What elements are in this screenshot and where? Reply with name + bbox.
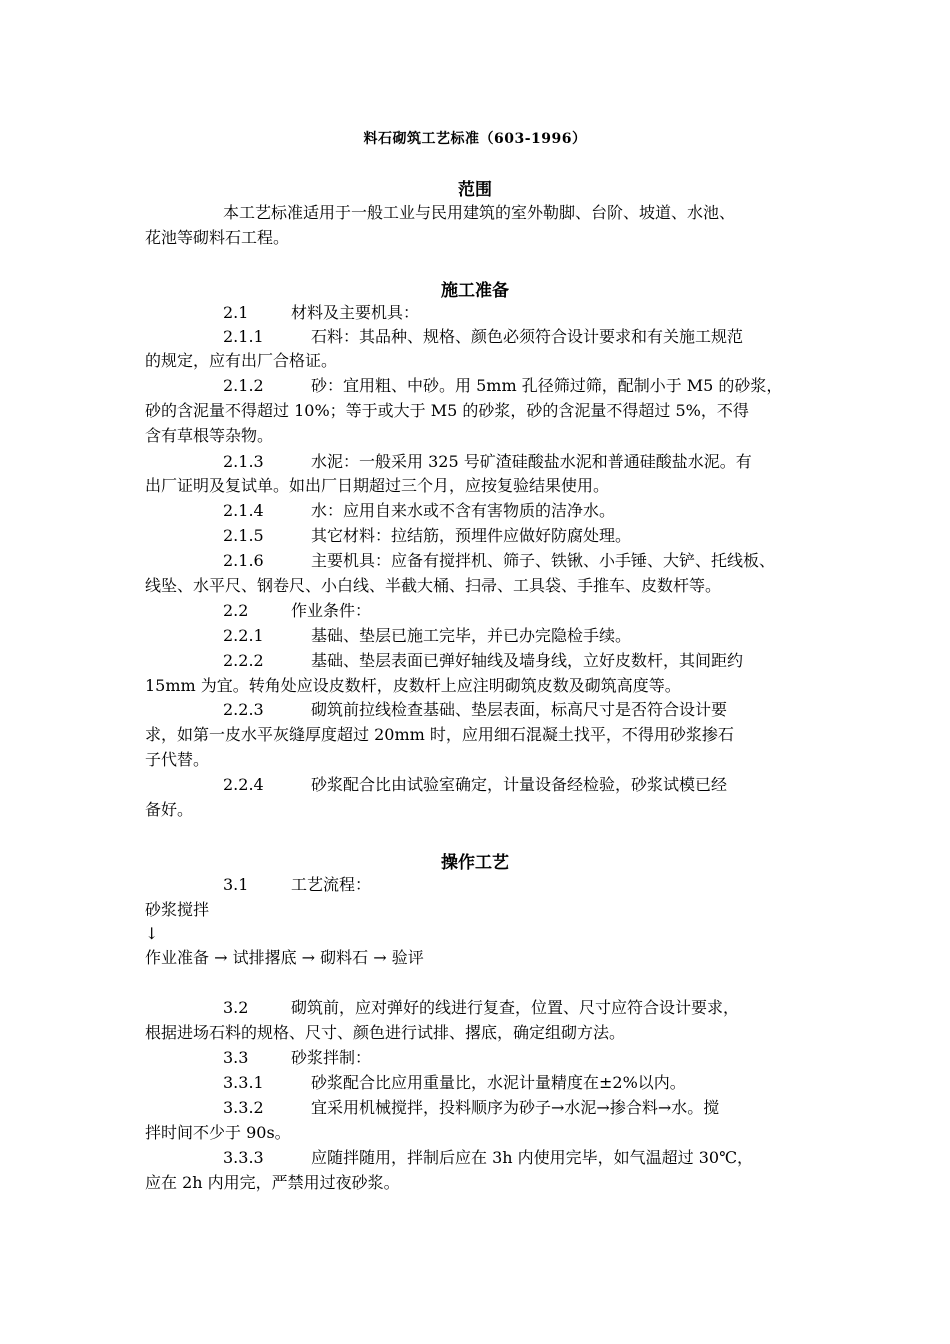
clause-2-2-4-cont: 备好。 [145, 800, 194, 819]
clause-text: 水泥：一般采用 325 号矿渣硅酸盐水泥和普通硅酸盐水泥。有 [311, 452, 752, 471]
clause-2-1-1-cont: 的规定，应有出厂合格证。 [145, 351, 338, 370]
clause-number: 3.3.2 [223, 1098, 264, 1117]
section-heading-scope: 范围 [458, 180, 492, 200]
clause-2-2-3-cont-2: 子代替。 [145, 750, 210, 769]
clause-3-2 [145, 996, 888, 1020]
clause-number: 3.3.1 [223, 1073, 264, 1092]
clause-text: 主要机具：应备有搅拌机、筛子、铁锹、小手锤、大铲、托线板、 [311, 551, 776, 570]
clause-text: 砌筑前，应对弹好的线进行复查，位置、尺寸应符合设计要求， [291, 998, 740, 1017]
clause-2-2-2-cont: 15mm 为宜。转角处应设皮数杆，皮数杆上应注明砌筑皮数及砌筑高度等。 [145, 676, 681, 695]
clause-text: 水：应用自来水或不含有害物质的洁净水。 [311, 501, 616, 520]
clause-2-1-5 [145, 524, 888, 548]
clause-text: 作业条件： [291, 601, 372, 620]
clause-number: 2.1 [223, 303, 249, 322]
clause-3-3-3 [145, 1146, 888, 1170]
clause-number: 3.2 [223, 998, 249, 1017]
clause-text: 应随拌随用，拌制后应在 3h 内使用完毕，如气温超过 30℃， [311, 1148, 754, 1167]
clause-2-1 [145, 301, 888, 325]
scope-line-2: 花池等砌料石工程。 [145, 228, 290, 247]
document-title: 料石砌筑工艺标准（603-1996） [363, 131, 587, 147]
clause-text: 砂浆配合比由试验室确定，计量设备经检验，砂浆试模已经 [311, 775, 728, 794]
clause-text: 工艺流程： [291, 875, 372, 894]
section-heading-ops: 操作工艺 [441, 853, 509, 873]
clause-3-3-1 [145, 1071, 888, 1095]
clause-number: 2.1.4 [223, 501, 264, 520]
clause-number: 2.2.1 [223, 626, 264, 645]
clause-text: 砂浆拌制： [291, 1048, 372, 1067]
clause-3-3 [145, 1046, 888, 1070]
clause-2-1-1 [145, 325, 888, 349]
clause-number: 2.2.2 [223, 651, 264, 670]
scope-line-1: 本工艺标准适用于一般工业与民用建筑的室外勒脚、台阶、坡道、水池、 [223, 203, 736, 222]
clause-2-1-6 [145, 549, 888, 573]
flow-main-line: 作业准备 → 试排撂底 → 砌料石 → 验评 [145, 948, 424, 967]
clause-number: 2.1.2 [223, 376, 264, 395]
clause-3-1 [145, 873, 888, 897]
clause-text: 材料及主要机具： [291, 303, 420, 322]
clause-number: 3.3.3 [223, 1148, 264, 1167]
clause-text: 基础、垫层已施工完毕，并已办完隐检手续。 [311, 626, 632, 645]
clause-text: 砌筑前拉线检查基础、垫层表面，标高尺寸是否符合设计要 [311, 700, 728, 719]
down-arrow-icon: ↓ [145, 924, 159, 943]
clause-2-1-2-cont-2: 含有草根等杂物。 [145, 426, 274, 445]
clause-number: 2.2.3 [223, 700, 264, 719]
clause-text: 基础、垫层表面已弹好轴线及墙身线，立好皮数杆，其间距约 [311, 651, 744, 670]
clause-text: 砂浆配合比应用重量比，水泥计量精度在±2%以内。 [311, 1073, 686, 1092]
clause-text: 宜采用机械搅拌，投料顺序为砂子→水泥→掺合料→水。搅 [311, 1098, 720, 1117]
clause-2-2 [145, 599, 888, 623]
clause-2-1-3 [145, 450, 888, 474]
clause-number: 2.1.3 [223, 452, 264, 471]
clause-2-1-2-cont-1: 砂的含泥量不得超过 10%；等于或大于 M5 的砂浆，砂的含泥量不得超过 5%，不得 [145, 401, 749, 420]
clause-3-3-2-cont: 拌时间不少于 90s。 [145, 1123, 291, 1142]
clause-3-2-cont: 根据进场石料的规格、尺寸、颜色进行试排、撂底，确定组砌方法。 [145, 1023, 626, 1042]
clause-2-2-3-cont-1: 求，如第一皮水平灰缝厚度超过 20mm 时，应用细石混凝土找平，不得用砂浆掺石 [145, 725, 734, 744]
clause-2-1-6-cont: 线坠、水平尺、钢卷尺、小白线、半截大桶、扫帚、工具袋、手推车、皮数杆等。 [145, 576, 722, 595]
clause-2-1-3-cont: 出厂证明及复试单。如出厂日期超过三个月，应按复验结果使用。 [145, 476, 610, 495]
flow-top-step: 砂浆搅拌 [145, 900, 210, 919]
clause-2-2-2 [145, 649, 888, 673]
clause-2-2-3 [145, 698, 888, 722]
clause-3-3-2 [145, 1096, 888, 1120]
clause-number: 2.1.6 [223, 551, 264, 570]
clause-3-3-3-cont: 应在 2h 内用完，严禁用过夜砂浆。 [145, 1173, 400, 1192]
clause-2-2-4 [145, 773, 888, 797]
clause-2-1-4 [145, 499, 888, 523]
clause-text: 其它材料：拉结筋，预埋件应做好防腐处理。 [311, 526, 632, 545]
section-heading-prep: 施工准备 [441, 281, 509, 301]
clause-number: 2.1.1 [223, 327, 264, 346]
clause-text: 砂：宜用粗、中砂。用 5mm 孔径筛过筛，配制小于 M5 的砂浆， [311, 376, 783, 395]
clause-number: 3.3 [223, 1048, 249, 1067]
clause-number: 2.2.4 [223, 775, 264, 794]
clause-number: 3.1 [223, 875, 249, 894]
clause-text: 石料：其品种、规格、颜色必须符合设计要求和有关施工规范 [311, 327, 744, 346]
clause-2-2-1 [145, 624, 888, 648]
clause-number: 2.1.5 [223, 526, 264, 545]
clause-2-1-2 [145, 374, 888, 398]
clause-number: 2.2 [223, 601, 249, 620]
